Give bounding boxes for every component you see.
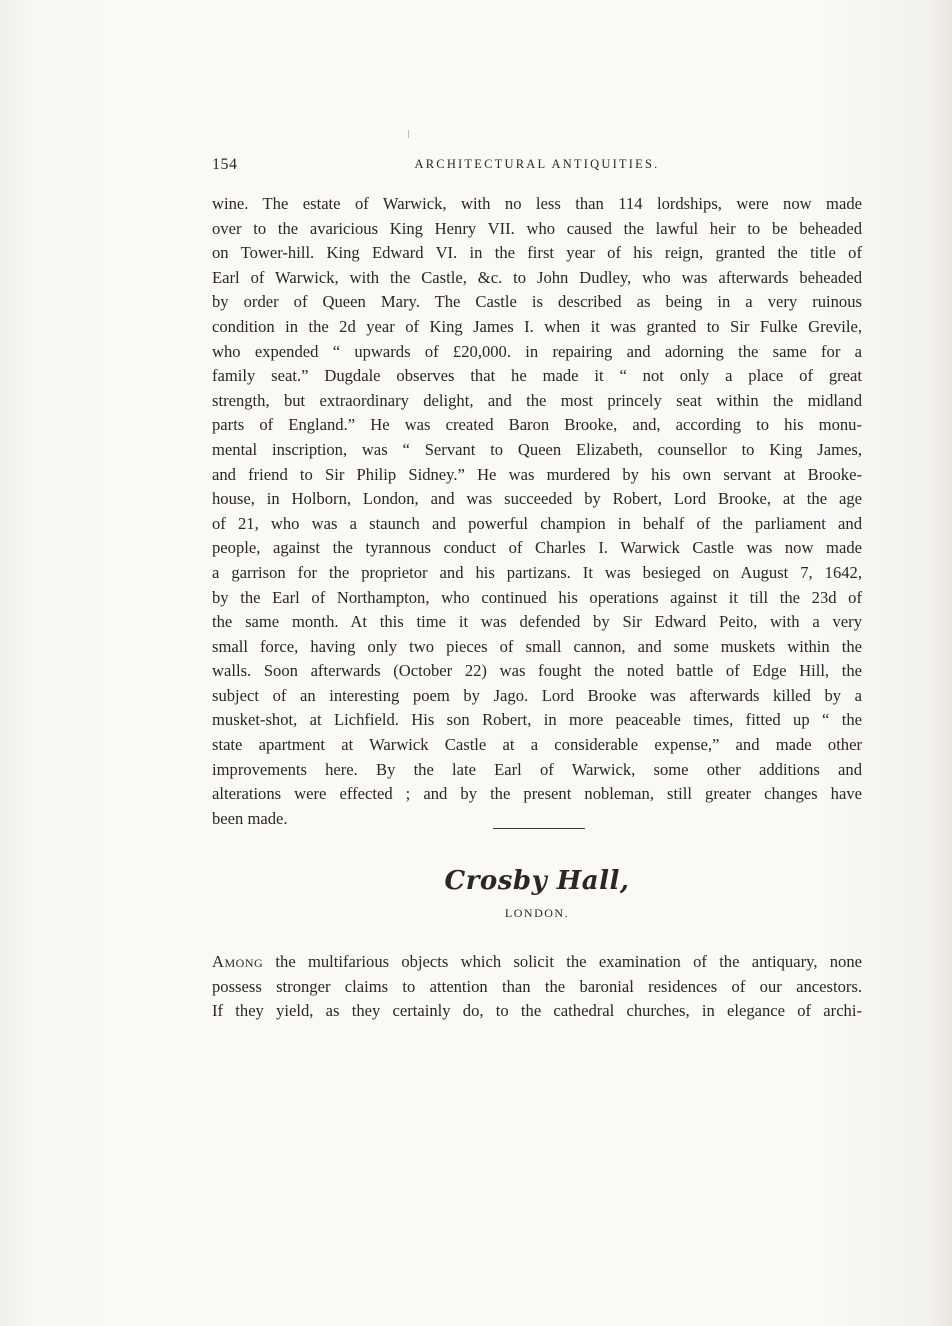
section-title: Crosby Hall, [444, 866, 630, 896]
fold-mark [408, 130, 409, 138]
paragraph-line: by order of Queen Mary. The Castle is described as being in a very ruinous [212, 292, 862, 312]
paragraph-line: the same month. At this time it was defended by Sir Edward Peito, with a very [212, 612, 862, 632]
body-paragraph [212, 192, 862, 831]
paragraph-line: been made. [212, 808, 288, 828]
paragraph-line: on Tower-hill. King Edward VI. in the first year of his reign, granted the title of [212, 243, 862, 263]
paragraph-line: mental inscription, was “ Servant to Queen Elizabeth, counsellor to King James, [212, 439, 862, 459]
paragraph-line: of 21, who was a staunch and powerful champion in behalf of the parliament and [212, 513, 862, 533]
paragraph-line: improvements here. By the late Earl of Warwick, some other additions and [212, 759, 862, 779]
paragraph-line: a garrison for the proprietor and his partizans. It was besieged on August 7, 1642, [212, 562, 862, 582]
second-paragraph [212, 950, 862, 1024]
paragraph-line: strength, but extraordinary delight, and the most princely seat within the midland [212, 390, 862, 410]
paragraph-line: walls. Soon afterwards (October 22) was fought the noted battle of Edge Hill, the [212, 661, 862, 681]
paragraph-line [212, 950, 862, 975]
paragraph-line: who expended “ upwards of £20,000. in repairing and adorning the same for a [212, 341, 862, 361]
paragraph-line: small force, having only two pieces of small cannon, and some muskets within the [212, 636, 862, 656]
running-title: ARCHITECTURAL ANTIQUITIES. [414, 157, 660, 171]
paragraph-line: Earl of Warwick, with the Castle, &c. to John Dudley, who was afterwards beheaded [212, 267, 862, 287]
paragraph-line: over to the avaricious King Henry VII. who caused the lawful heir to be beheaded [212, 218, 862, 238]
paragraph-line: possess stronger claims to attention than the baronial residences of our ancestors. [212, 976, 862, 996]
paragraph-line: and friend to Sir Philip Sidney.” He was murdered by his own servant at Brooke- [212, 464, 862, 484]
page-header [212, 156, 862, 178]
paragraph-line: subject of an interesting poem by Jago. Lord Brooke was afterwards killed by a [212, 685, 862, 705]
paragraph-line: people, against the tyrannous conduct of Charles I. Warwick Castle was now made [212, 538, 862, 558]
paragraph-line: state apartment at Warwick Castle at a considerable expense,” and made other [212, 735, 862, 755]
paragraph-line: house, in Holborn, London, and was succeeded by Robert, Lord Brooke, at the age [212, 489, 862, 509]
paragraph-line: parts of England.” He was created Baron Brooke, and, according to his monu- [212, 415, 862, 435]
paragraph-line: alterations were effected ; and by the present nobleman, still greater changes have [212, 784, 862, 804]
drop-word: Among [212, 952, 264, 971]
line-text: the multifarious objects which solicit the examination of the antiquary, none [263, 952, 862, 971]
page-number: 154 [212, 156, 238, 173]
paragraph-line: musket-shot, at Lichfield. His son Robert, in more peaceable times, fitted up “ the [212, 710, 862, 730]
paragraph-line: by the Earl of Northampton, who continued his operations against it till the 23d of [212, 587, 862, 607]
paragraph-line: family seat.” Dugdale observes that he made it “ not only a place of great [212, 366, 862, 386]
paragraph-line: If they yield, as they certainly do, to the cathedral churches, in elegance of archi- [212, 1001, 862, 1021]
section-divider [493, 828, 585, 829]
section-subtitle: LONDON. [504, 906, 570, 920]
paragraph-line: condition in the 2d year of King James I. when it was granted to Sir Fulke Grevile, [212, 316, 862, 336]
paragraph-line: wine. The estate of Warwick, with no less than 114 lordships, were now made [212, 194, 862, 213]
